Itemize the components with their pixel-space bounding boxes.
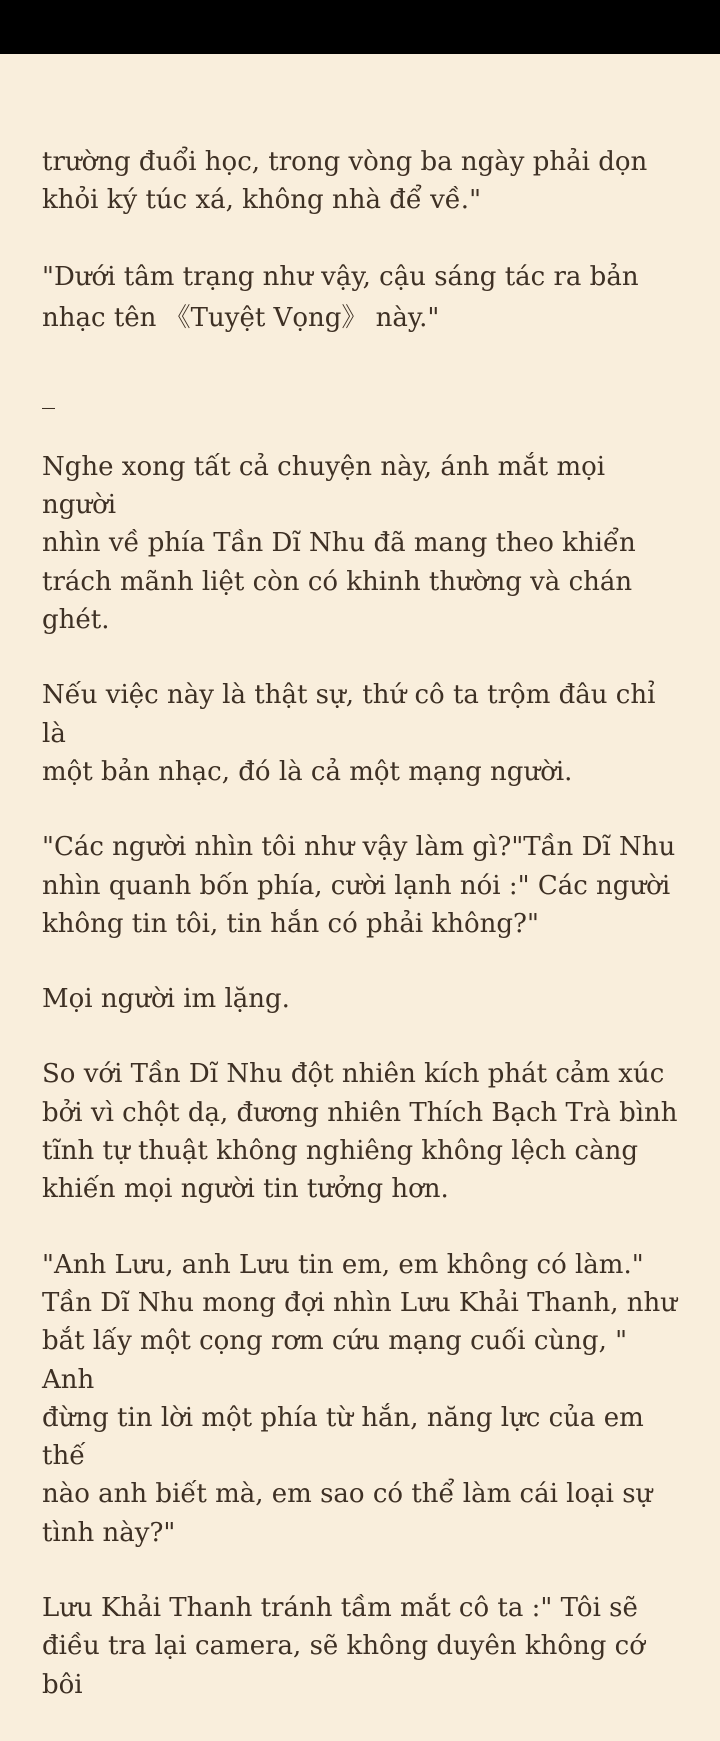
reader-content bbox=[42, 143, 682, 1741]
paragraph: So với Tần Dĩ Nhu đột nhiên kích phát cảm xúc bởi vì chột dạ, đương nhiên Thích Bạch Trà bình tĩnh tự thuật không nghiêng không lệch càng khiến mọi người tin tưởng hơn. bbox=[42, 1059, 678, 1205]
paragraph: "Các người nhìn tôi như vậy làm gì?"Tần Dĩ Nhu nhìn quanh bốn phía, cười lạnh nói :" Các người không tin tôi, tin hắn có phải không?" bbox=[42, 832, 676, 939]
paragraph: "Dưới tâm trạng như vậy, cậu sáng tác ra bản nhạc tên 《Tuyệt Vọng》 này." bbox=[42, 261, 639, 333]
paragraph: Mọi người im lặng. bbox=[42, 984, 290, 1015]
paragraph: "Anh Lưu, anh Lưu tin em, em không có làm." Tần Dĩ Nhu mong đợi nhìn Lưu Khải Thanh, như bắt lấy một cọng rơm cứu mạng cuối cùng, " Anh đừng tin lời một phía từ hắn, năng lực của em thế nào anh biết mà, em sao có thể làm cái loại sự tình này?" bbox=[42, 1249, 677, 1548]
status-bar bbox=[0, 0, 720, 54]
paragraph: Lưu Khải Thanh tránh tầm mắt cô ta :" Tôi sẽ điều tra lại camera, sẽ không duyên không cớ bôi bbox=[42, 1593, 645, 1700]
paragraph: trường đuổi học, trong vòng ba ngày phải dọn khỏi ký túc xá, không nhà để về." bbox=[42, 147, 648, 216]
paragraph: Nghe xong tất cả chuyện này, ánh mắt mọi người nhìn về phía Tần Dĩ Nhu đã mang theo khiển trách mãnh liệt còn có khinh thường và chán ghét. bbox=[42, 451, 636, 636]
scene-separator: _ bbox=[42, 379, 55, 410]
paragraph: Nếu việc này là thật sự, thứ cô ta trộm đâu chỉ là một bản nhạc, đó là cả một mạng người. bbox=[42, 680, 656, 787]
